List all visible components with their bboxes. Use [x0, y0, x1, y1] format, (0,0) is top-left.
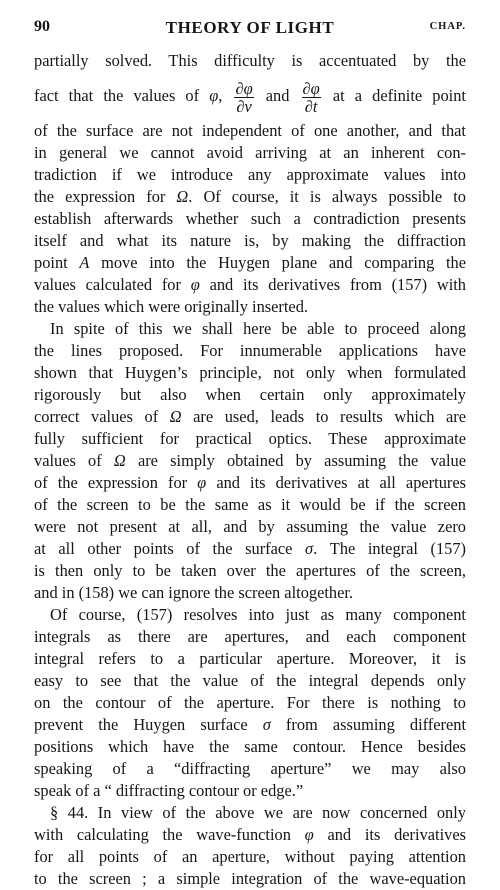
- text-line: tradiction if we introduce any approximate values into: [34, 165, 466, 184]
- text-line: the expression for Ω. Of course, it is always possible to: [34, 187, 466, 206]
- text-line: is then only to be taken over the apertures of the screen,: [34, 561, 466, 580]
- text-line: integral refers to a particular aperture. Moreover, it is: [34, 649, 466, 668]
- text-line: were not present at all, and by assuming the value zero: [34, 517, 466, 536]
- text-line: prevent the Huygen surface σ from assuming different: [34, 715, 466, 734]
- phi-symbol: φ: [209, 86, 219, 105]
- text-line: speaking of a “diffracting aperture” we may also: [34, 759, 466, 778]
- text-line-with-fractions: fact that the values of φ, $\frac{\partial\varphi}{\partial\nu}$ and $\frac{\partial\varphi}{\partial t}$ at a definite point: [34, 78, 466, 116]
- text-line: values calculated for φ and its derivatives from (157) with: [34, 275, 466, 294]
- text-line: rigorously but also when certain only approximately: [34, 385, 466, 404]
- paragraph-start-line: In spite of this we shall here be able to proceed along: [50, 319, 466, 338]
- chapter-label: CHAP.: [429, 21, 466, 32]
- partial-phi-partial-nu-fraction: [234, 80, 253, 115]
- paragraph-end-line: and in (158) we can ignore the screen altogether.: [34, 583, 354, 602]
- fraction-denominator: ∂t: [304, 96, 318, 116]
- paragraph-start-line: Of course, (157) resolves into just as many component: [50, 605, 466, 624]
- paragraph-end-line: speak of a “ diffracting contour or edge.”: [34, 781, 304, 800]
- text-line: fully sufficient for practical optics. These approximate: [34, 429, 466, 448]
- text-line: of the expression for φ and its derivatives at all apertures: [34, 473, 466, 492]
- text-line: correct values of Ω are used, leads to results which are: [34, 407, 467, 426]
- text-line: itself and what its nature is, by making the diffraction: [34, 231, 466, 250]
- phi-symbol: φ: [304, 825, 314, 844]
- running-title: THEORY OF LIGHT: [165, 18, 335, 37]
- text-line: with calculating the wave-function φ and its derivatives: [34, 825, 466, 844]
- fraction-numerator: ∂φ: [235, 78, 253, 98]
- text-line: the lines proposed. For innumerable applications have: [34, 341, 466, 360]
- text-line: for all points of an aperture, without paying attention: [34, 847, 466, 866]
- page-number: 90: [34, 18, 50, 35]
- body-text: [34, 50, 466, 890]
- text-line: easy to see that the value of the integral depends only: [34, 671, 466, 690]
- text-line: integrals as there are apertures, and each component: [34, 627, 466, 646]
- fraction-denominator: ∂ν: [236, 96, 252, 116]
- paragraph-end-line: the values which were originally inserted.: [34, 297, 308, 316]
- partial-phi-partial-t-fraction: [302, 80, 321, 115]
- sigma-symbol: σ: [262, 715, 271, 734]
- text-line: in general we cannot avoid arriving at an inherent con-: [34, 143, 466, 162]
- text-line: on the contour of the aperture. For there is nothing to: [34, 693, 466, 712]
- text-line: of the screen to be the same as it would be if the screen: [34, 495, 466, 514]
- text-line: values of Ω are simply obtained by assuming the value: [34, 451, 466, 470]
- omega-symbol: Ω: [113, 451, 126, 470]
- section-44-start-line: § 44. In view of the above we are now concerned only: [50, 803, 466, 822]
- phi-symbol: φ: [190, 275, 200, 294]
- fraction-numerator: ∂φ: [302, 78, 320, 98]
- text-line: of the surface are not independent of one another, and that: [34, 121, 466, 140]
- phi-symbol: φ: [197, 473, 207, 492]
- text-line: positions which have the same contour. Hence besides: [34, 737, 466, 756]
- omega-symbol: Ω: [176, 187, 189, 206]
- text-line: at all other points of the surface σ. The integral (157): [34, 539, 467, 558]
- omega-symbol: Ω: [169, 407, 182, 426]
- text-line: establish afterwards whether such a contradiction presents: [34, 209, 466, 228]
- text-line: to the screen ; a simple integration of the wave-equation: [34, 869, 466, 888]
- text-line: shown that Huygen’s principle, not only when formulated: [34, 363, 466, 382]
- point-a-symbol: A: [79, 253, 90, 272]
- page-header: [34, 14, 466, 40]
- sigma-symbol: σ: [305, 539, 314, 558]
- text-line: point A move into the Huygen plane and comparing the: [34, 253, 467, 272]
- text-line: partially solved. This difficulty is accentuated by the: [34, 51, 466, 70]
